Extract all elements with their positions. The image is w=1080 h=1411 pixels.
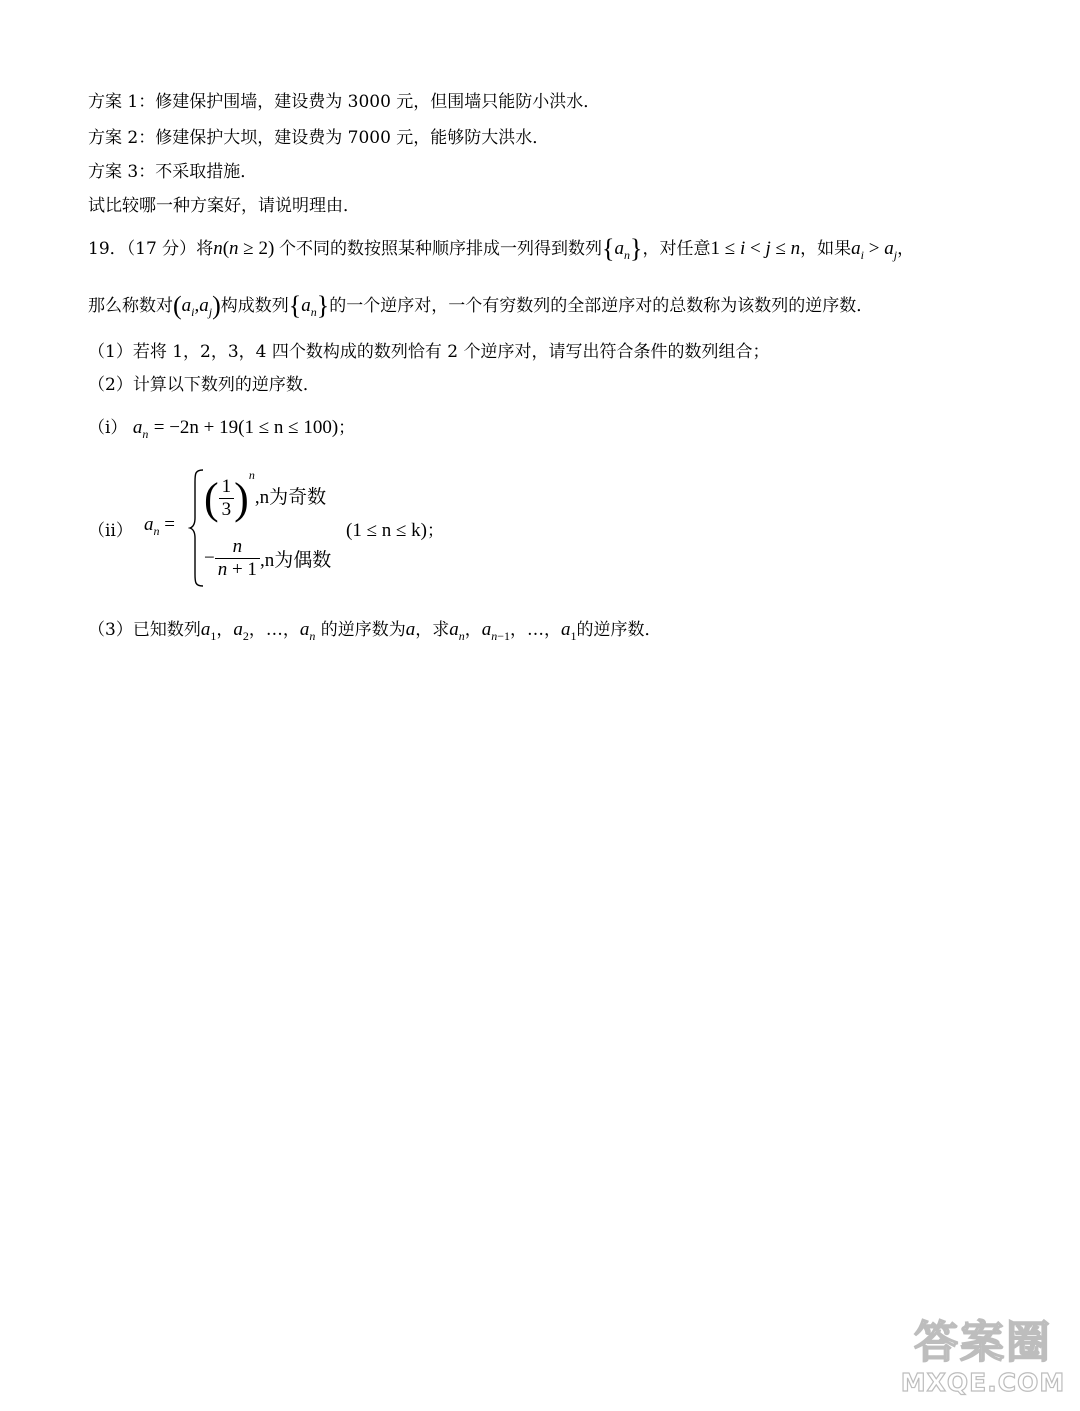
part-3-text-c: ，求 [415,620,450,640]
watermark-bottom-text: MXQE.COM [900,1368,1066,1397]
q19-definition: 那么称数对$(a_i,a_j)$构成数列$\{a_n\}$的一个逆序对，一个有穷数列的全部逆序对的总数称为该数列的逆序数． [88,291,874,320]
q19-text-b: 个不同的数按照某种顺序排成一列得到数列 [279,239,603,259]
q19-part-2: （2）计算以下数列的逆序数． [88,375,320,395]
plan-question: 试比较哪一种方案好，请说明理由． [88,196,360,216]
q19-text-f: 那么称数对 [88,296,173,316]
part-3-text-d: 的逆序数． [576,620,662,640]
q19-part-3: （3）已知数列$a_1$，$a_2$，…，$a_n$ 的逆序数为a，求$a_n$，$a_{n-1}$，…，$a_1$的逆序数． [88,619,662,643]
even-condition: ,n为偶数 [259,550,332,571]
plan-2: 方案 2：修建保护大坝，建设费为 7000 元，能够防大洪水． [88,128,550,148]
part-ii-end: ； [427,521,445,541]
part-ii-lhs: $a_n$ = [144,514,175,538]
piecewise-odd-case: ( $\frac{1}{3}$ )$^n$,n为奇数 [204,468,327,523]
q19-text-e: ， [897,239,915,259]
piecewise-range [346,516,444,542]
q19-part-2-ii [88,462,588,592]
watermark-logo [898,1318,1068,1402]
q19-part-1: （1）若将 1，2，3，4 四个数构成的数列恰有 2 个逆序对，请写出符合条件的数列组合； [88,342,770,362]
q19-text-g: 构成数列 [220,296,289,316]
part-i-end: ； [338,418,356,438]
plan-1: 方案 1：修建保护围墙，建设费为 3000 元，但围墙只能防小洪水． [88,92,601,112]
q19-text-a: 将 [196,239,214,259]
part-3-text-a: （3）已知数列 [88,620,201,640]
q19-text-d: ，如果 [800,239,852,259]
q19-text-c: ，对任意 [642,239,711,259]
q19-text-h: 的一个逆序对，一个有穷数列的全部逆序对的总数称为该数列的逆序数． [329,296,874,316]
part-i-expression: = −2n + 19(1 ≤ n ≤ 100) [153,417,339,438]
part-3-text-b: 的逆序数为 [320,620,406,640]
q19-intro: 19．（17 分）将n(n ≥ 2) 个不同的数按照某种顺序排成一列得到数列$\{a_n\}$，对任意1 ≤ i < j ≤ n，如果$a_i > a_j$， [88,234,915,263]
part-i-label: （ⅰ） [88,418,128,438]
odd-condition: ,n为奇数 [254,487,327,508]
watermark-top-text: 答案圈 [914,1317,1052,1368]
q19-part-2-i: （ⅰ） $a_n = -2n + 19(1 \le n \le 100)$； [88,417,356,441]
q19-score: （17 分） [126,239,197,259]
plan-3: 方案 3：不采取措施． [88,162,258,182]
piecewise-even-case: − $\frac{n}{n + 1}$ ,n为偶数 [204,536,332,580]
part-ii-label: （ⅱ） [88,521,133,541]
range-text: (1 ≤ n ≤ k) [346,520,428,541]
q19-number: 19． [88,239,127,259]
